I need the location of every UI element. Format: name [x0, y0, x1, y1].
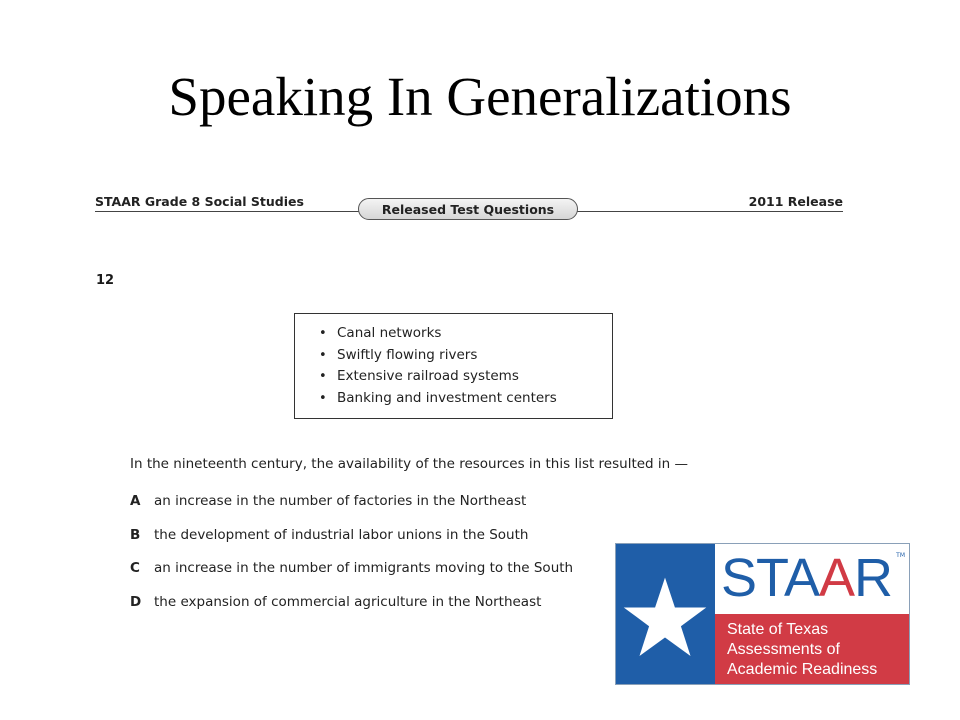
list-item: • Canal networks — [337, 323, 612, 345]
list-item: • Swiftly flowing rivers — [337, 345, 612, 367]
choice-text: the development of industrial labor unions in the South — [154, 526, 529, 543]
question-number: 12 — [96, 273, 115, 288]
logo-subtitle — [727, 620, 877, 680]
staar-logo — [615, 543, 910, 685]
logo-wordmark: STAAR — [721, 548, 893, 608]
logo-red-panel — [715, 614, 909, 684]
logo-subtitle-line: State of Texas — [727, 621, 829, 638]
choice-letter: A — [130, 493, 141, 509]
logo-subtitle-line: Assessments of — [727, 641, 840, 658]
logo-subtitle-line: Academic Readiness — [727, 661, 878, 678]
test-header — [95, 190, 843, 230]
choice-text: an increase in the number of factories in the Northeast — [154, 493, 527, 509]
header-released-badge: Released Test Questions — [358, 198, 578, 220]
resource-list-box — [294, 313, 613, 419]
choice-letter: C — [130, 560, 140, 576]
header-release-year: 2011 Release — [748, 194, 843, 209]
choice-text: the expansion of commercial agriculture in the Northeast — [154, 593, 542, 610]
slide-title: Speaking In Generalizations — [168, 66, 792, 127]
resource-list — [295, 314, 612, 409]
list-item: • Extensive railroad systems — [337, 366, 612, 388]
trademark-mark: TM — [896, 552, 905, 559]
choice-text: an increase in the number of immigrants moving to the South — [154, 560, 574, 576]
choice-letter: B — [130, 526, 141, 543]
question-stem: In the nineteenth century, the availability of the resources in this list resulted in — — [130, 456, 689, 472]
choice-letter: D — [130, 593, 142, 610]
logo-white-panel — [715, 544, 909, 614]
star-icon — [620, 576, 710, 656]
logo-blue-panel — [616, 544, 715, 684]
header-subject: STAAR Grade 8 Social Studies — [95, 194, 304, 209]
list-item: • Banking and investment centers — [337, 388, 612, 410]
